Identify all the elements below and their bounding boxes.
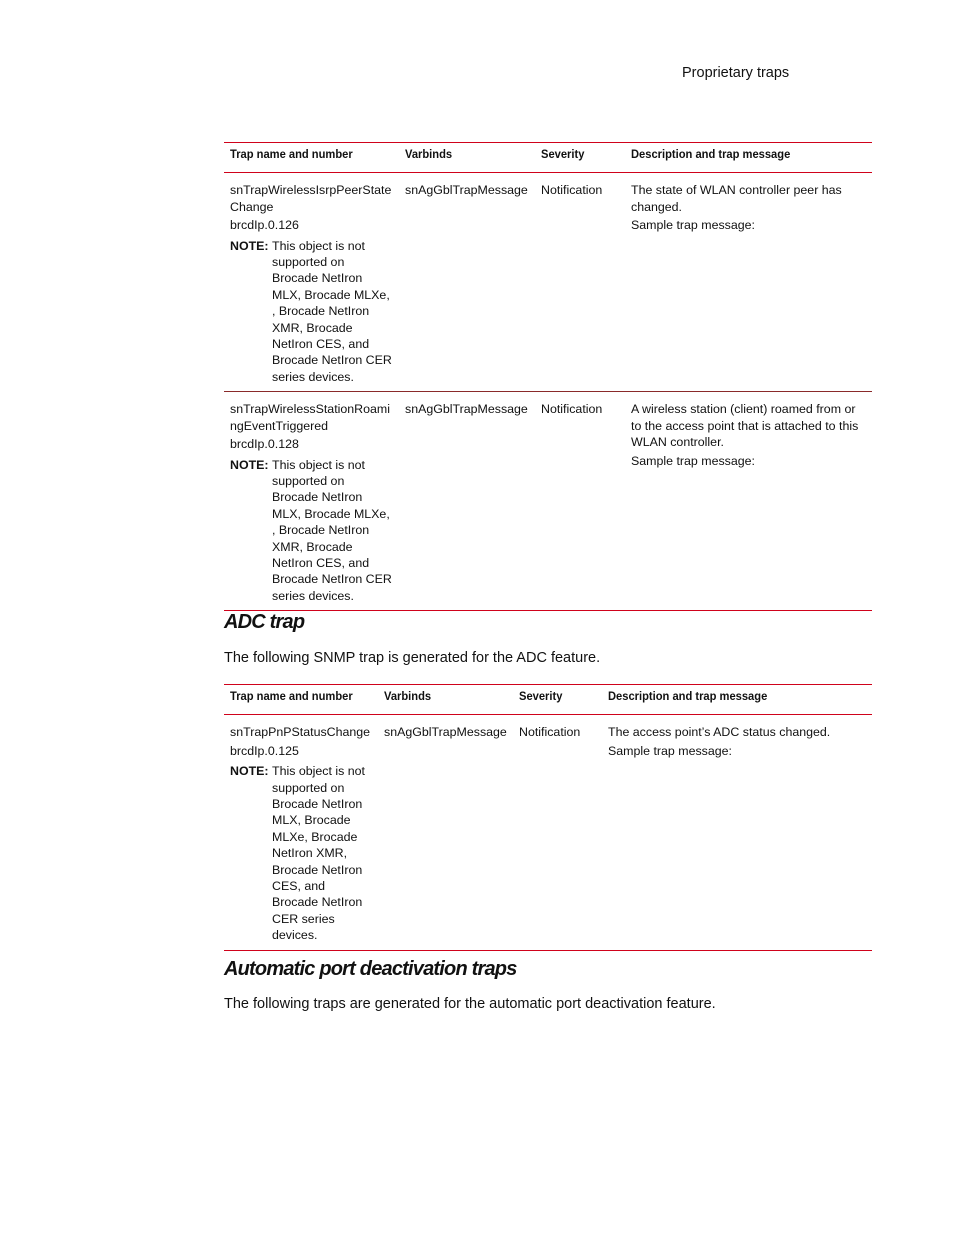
severity-cell: Notification xyxy=(535,392,625,611)
varbinds-cell: snAgGblTrapMessage xyxy=(399,173,535,392)
severity-cell: Notification xyxy=(535,173,625,392)
description-text: The access point’s ADC status changed. xyxy=(608,725,831,740)
column-header-varbinds: Varbinds xyxy=(378,685,513,715)
running-header: Proprietary traps xyxy=(682,65,790,81)
section-intro-automatic-port-deactivation: The following traps are generated for the automatic port deactivation feature. xyxy=(224,996,716,1012)
trap-number: brcdIp.0.128 xyxy=(230,437,299,452)
trap-name-cell xyxy=(224,173,399,392)
trap-name: snTrapPnPStatusChange xyxy=(230,725,371,740)
note-label: NOTE: xyxy=(230,457,269,472)
varbinds-cell: snAgGblTrapMessage xyxy=(399,392,535,611)
column-header-trap-name: Trap name and number xyxy=(224,143,399,173)
varbinds-cell: snAgGblTrapMessage xyxy=(378,715,513,950)
trap-name-cell xyxy=(224,715,378,950)
trap-number: brcdIp.0.126 xyxy=(230,218,299,233)
note-text: This object is not supported on Brocade NetIron MLX, Brocade MLXe, , Brocade NetIron XMR, Brocade NetIron CES, and Brocade NetIron CER series devices. xyxy=(272,238,392,384)
trap-name: snTrapWirelessStationRoami ngEventTriggered xyxy=(230,402,390,433)
sample-trap-message-label: Sample trap message: xyxy=(608,743,732,758)
trap-number: brcdIp.0.125 xyxy=(230,743,299,758)
wireless-traps-table xyxy=(224,142,872,611)
note xyxy=(230,763,372,943)
note-text: This object is not supported on Brocade NetIron MLX, Brocade MLXe, Brocade NetIron XMR, Brocade NetIron CES, and Brocade NetIron CER series devices. xyxy=(272,764,365,943)
severity-cell: Notification xyxy=(513,715,602,950)
sample-trap-message-label: Sample trap message: xyxy=(631,453,755,468)
table-row xyxy=(224,392,872,611)
section-intro-adc: The following SNMP trap is generated for the ADC feature. xyxy=(224,650,601,666)
column-header-description: Description and trap message xyxy=(625,143,872,173)
column-header-severity: Severity xyxy=(513,685,602,715)
table-header-row xyxy=(224,143,872,173)
adc-trap-table xyxy=(224,684,872,951)
note-text: This object is not supported on Brocade NetIron MLX, Brocade MLXe, , Brocade NetIron XMR, Brocade NetIron CES, and Brocade NetIron CER series devices. xyxy=(272,457,392,603)
column-header-trap-name: Trap name and number xyxy=(224,685,378,715)
table-header-row xyxy=(224,685,872,715)
description-cell xyxy=(625,173,872,392)
column-header-varbinds: Varbinds xyxy=(399,143,535,173)
section-heading-adc-trap: ADC trap xyxy=(224,611,305,633)
note-label: NOTE: xyxy=(230,764,269,779)
note-label: NOTE: xyxy=(230,238,269,253)
sample-trap-message-label: Sample trap message: xyxy=(631,218,755,233)
description-text: A wireless station (client) roamed from or to the access point that is attached to this WLAN controller. xyxy=(631,402,859,450)
description-text: The state of WLAN controller peer has changed. xyxy=(631,183,842,214)
description-cell xyxy=(625,392,872,611)
table-row xyxy=(224,173,872,392)
section-heading-automatic-port-deactivation: Automatic port deactivation traps xyxy=(224,958,517,980)
description-cell xyxy=(602,715,872,950)
column-header-description: Description and trap message xyxy=(602,685,872,715)
trap-name-cell xyxy=(224,392,399,611)
note xyxy=(230,457,393,605)
column-header-severity: Severity xyxy=(535,143,625,173)
table-row xyxy=(224,715,872,950)
trap-name: snTrapWirelessIsrpPeerState Change xyxy=(230,183,392,214)
note xyxy=(230,238,393,386)
